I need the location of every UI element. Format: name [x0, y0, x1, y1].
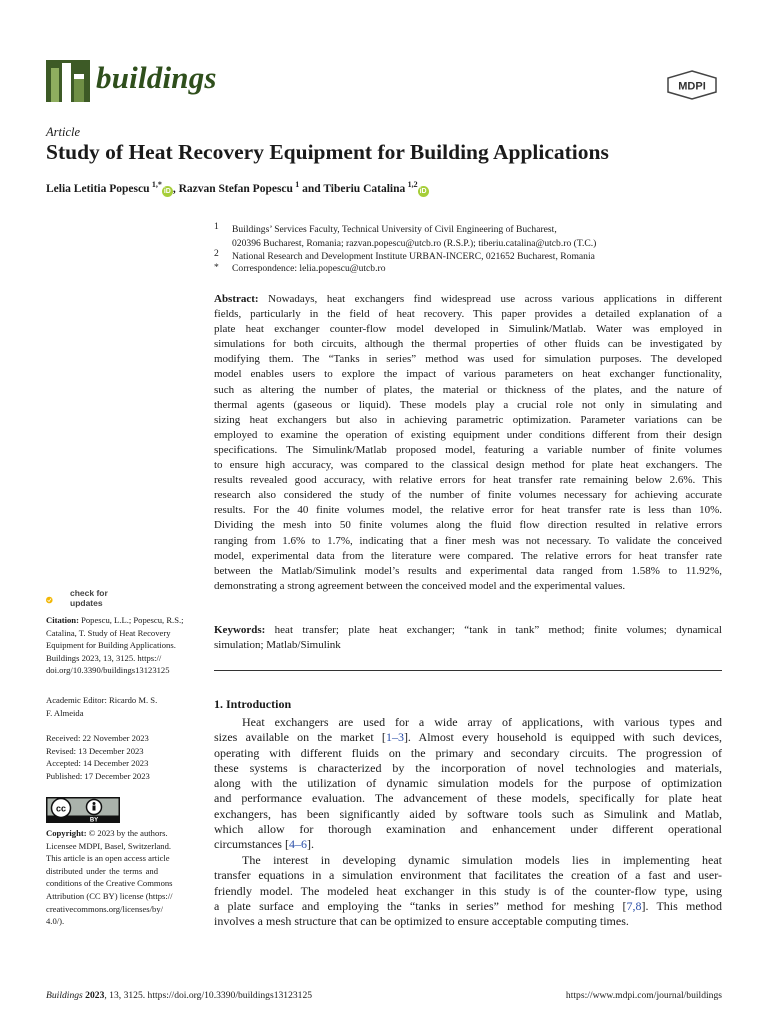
citation-link[interactable]: 4–6 [288, 837, 307, 852]
author-affiliation-mark: 1,2 [407, 180, 418, 189]
citation-link[interactable]: 1–3 [385, 730, 404, 745]
page-title: Study of Heat Recovery Equipment for Building Applications [46, 140, 609, 164]
divider [214, 670, 722, 671]
check-for-updates-icon[interactable] [46, 588, 70, 612]
abstract-label: Abstract: [214, 293, 259, 305]
affiliation-mark: 2 [214, 248, 219, 259]
academic-editor: Academic Editor: Ricardo M. S. F. Almeida [46, 695, 158, 718]
article-type: Article [46, 125, 81, 139]
svg-text:BY: BY [89, 817, 99, 823]
mdpi-logo-icon [666, 70, 718, 100]
author-name: Razvan Stefan Popescu [178, 182, 293, 195]
footer-journal-link[interactable]: https://www.mdpi.com/journal/buildings [565, 990, 722, 1001]
author-name: Lelia Letitia Popescu [46, 182, 150, 195]
publisher-name: MDPI [678, 80, 706, 93]
cc-by-license-icon[interactable] [46, 797, 120, 823]
affiliation-mark: 1 [214, 221, 219, 232]
svg-text:cc: cc [55, 803, 67, 814]
affiliation-text: National Research and Development Institute URBAN-INCERC, 021652 Bucharest, Romania [232, 251, 595, 262]
keywords-label: Keywords: [214, 624, 266, 636]
author-affiliation-mark: 1 [295, 180, 300, 189]
affiliation-mark: * [214, 262, 219, 273]
check-for-updates-label[interactable]: check for updates [70, 588, 108, 608]
affiliation-text: Buildings’ Services Faculty, Technical University of Civil Engineering of Bucharest, 020396 Bucharest, Romania; razvan.popescu@utcb.ro (R.S.P.); tiberiu.catalina@utcb.ro (T.C.) [232, 224, 597, 249]
author-affiliation-mark: 1,* [151, 180, 162, 189]
orcid-icon[interactable]: iD [419, 187, 427, 195]
citation-link[interactable]: 7,8 [626, 898, 642, 913]
dates-block: Received: 22 November 2023 Revised: 13 December 2023 Accepted: 14 December 2023 Published: 17 December 2023 [46, 733, 150, 781]
correspondence-text: Correspondence: lelia.popescu@utcb.ro [232, 263, 386, 274]
intro-paragraph-2: The interest in developing dynamic simulation models lies in implementing heat transfer equations in a simulation environment that facilitates the creation of a fast and user- friendly model. The modeled heat exchanger in this study is of the counter-flow type, using a plate surface and employing the “tanks in series” method for meshing [7,8]. This method involves a mesh structure that can be optimized to ensure acceptable computing times. [214, 853, 723, 929]
buildings-logo-icon [46, 60, 90, 102]
footer-citation: Buildings 2023, 13, 3125. https://doi.org/10.3390/buildings13123125 [46, 990, 313, 1001]
keywords: Keywords: heat transfer; plate heat exchanger; “tank in tank” method; finite volumes; dynamical simulation; Matlab/Simulink [214, 624, 722, 652]
orcid-icon[interactable]: iD [163, 187, 171, 195]
journal-name: buildings [96, 60, 217, 95]
author-list: Lelia Letitia Popescu $^{1,*}$iD , Razvan Stefan Popescu $^1$ and Tiberiu Catalina $^{1,2}$iD [46, 180, 427, 195]
doi-link[interactable]: doi.org/10.3390/buildings13123125 [46, 665, 170, 676]
abstract: Abstract: Nowadays, heat exchangers find widespread use across various applications in different fields, particularly in the field of heat recovery. This paper provides a detailed explanation of a plate heat exchanger counter-flow model developed in Simulink/Matlab. Water was employed in simulations for both circuits, although the thermal properties of other fluids can be investigated by modifying them. The “Tanks in series” method was used for simulation purposes. The developed model enables users to explore the impact of various parameters on heat exchanger functionality, such as altering the number of plates, the material or thickness of the plates, and the nature of thermal agents (gaseous or liquid). These models play a crucial role not only in simulating and sizing heat exchangers but also in achieving parametric optimization. Parameter variations can be employed to examine the operation of existing equipment under conditions different from their design specifications. The Simulink/Matlab proposed model, featuring a variable number of finite volumes to ensure high accuracy, was compared to the classical design method for plate heat exchangers. The results revealed good accuracy, with relative errors for heat transfer rate remaining below 2.6%. This research also considered the study of the number of finite volumes necessary for achieving accurate results. For the 40 finite volumes model, the relative error for heat transfer rate is less than 10%. Dividing the mesh into 50 finite volumes along the fluid flow direction resulted in relative errors ranging from 1.6% to 1.7%, indicating that a finer mesh was not necessary. To validate the conceived model, experimental data from the literature were compared. The relative errors for heat transfer rate between the Matlab/Simulink model’s results and experimental data ranged from 1.58% to 11.92%, demonstrating a strong agreement between the conceived model and the experimental values. [214, 293, 722, 592]
citation-block: Citation: Popescu, L.L.; Popescu, R.S.; Catalina, T. Study of Heat Recovery Equipment for Building Applications. Buildings 2023, 13, 3125. https:// doi.org/10.3390/buildings13123125 [46, 615, 184, 676]
author-name: Tiberiu Catalina [323, 182, 406, 195]
section-heading: 1. Introduction [214, 697, 292, 711]
intro-paragraph-1: Heat exchangers are used for a wide array of applications, with various types and sizes available on the market [1–3]. Almost every household is equipped with such devices, operating with different fluids on the primary and secondary circuits. The progression of these systems is characterized by the incorporation of novel technologies and materials, along with the utilization of dynamic simulation models for the purpose of optimization and performance evaluation. The advancement of these models, specifically for plate heat exchangers, has been significantly aided by software tools such as Simulink and Matlab, which allow for thorough examination and enhancement under different operational circumstances [4–6]. [214, 715, 723, 852]
copyright-block: Copyright: © 2023 by the authors. Licensee MDPI, Basel, Switzerland. This article is an open access article distributed under the terms and conditions of the Creative Commons Attribution (CC BY) license (https:// creativecommons.org/licenses/by/ 4.0/). [46, 828, 173, 927]
